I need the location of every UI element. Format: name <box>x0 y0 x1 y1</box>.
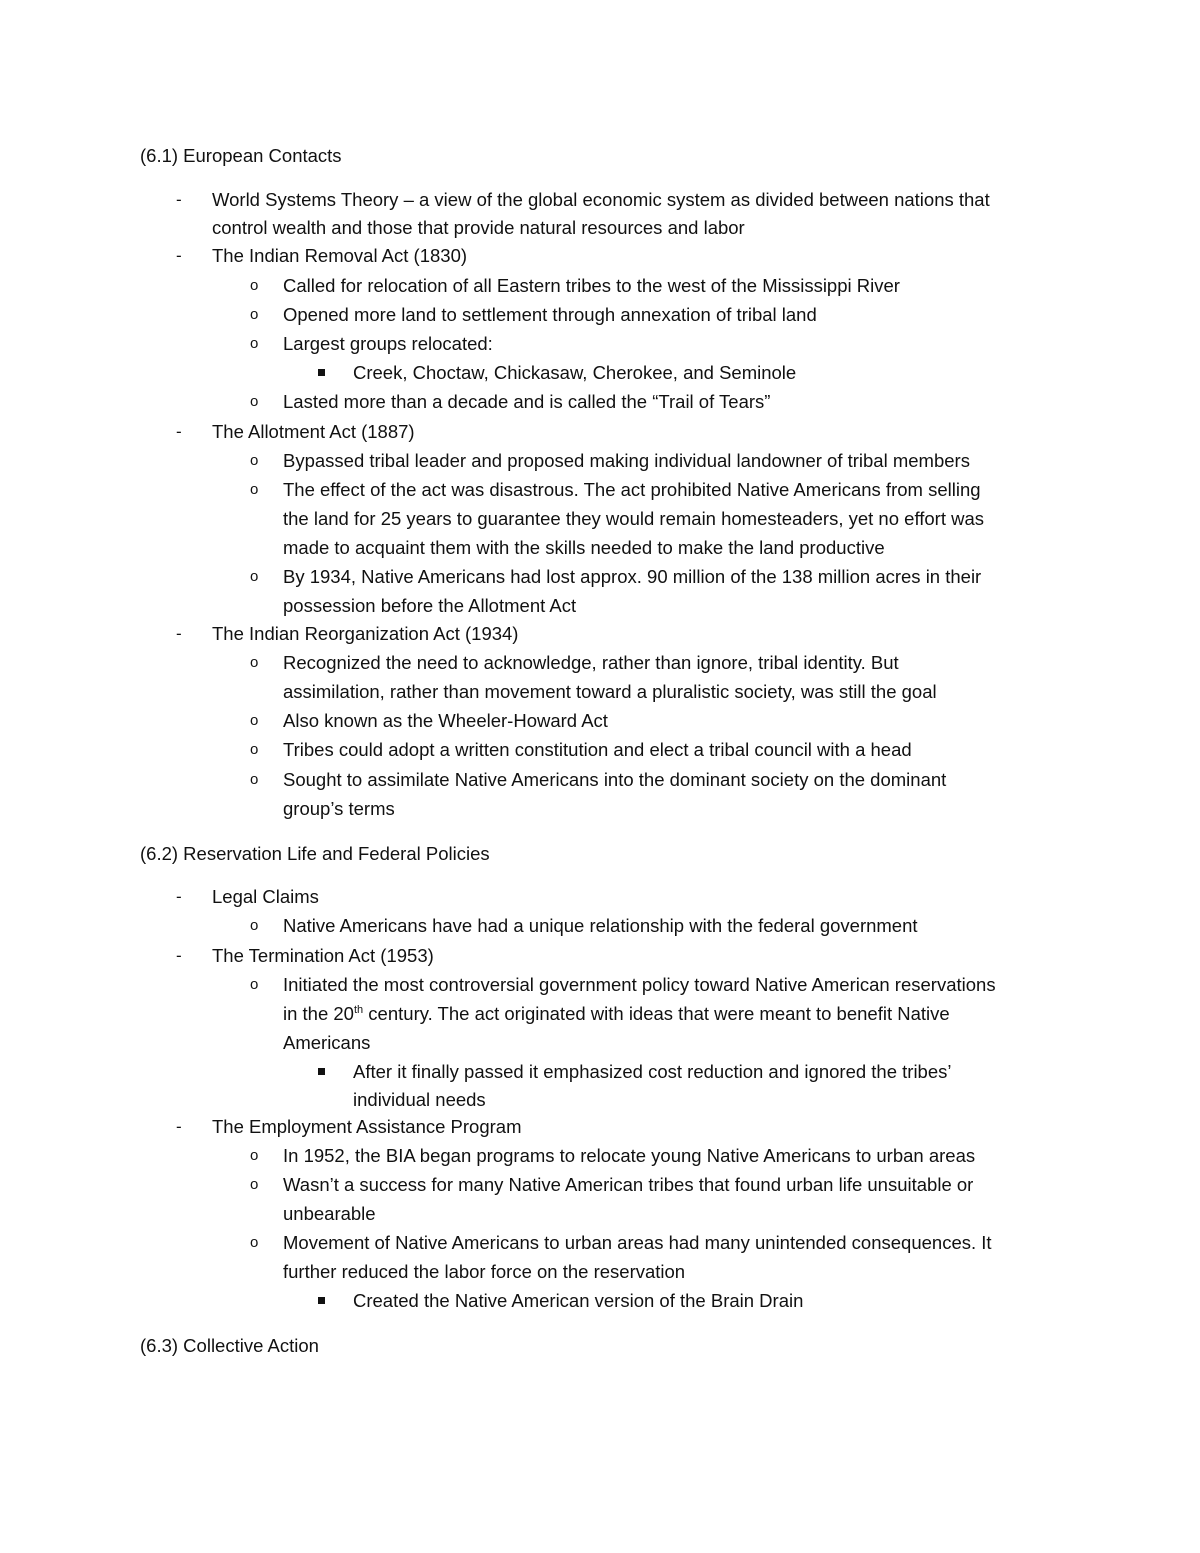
sub-list-item: Initiated the most controversial government policy toward Native American reservations <box>283 974 996 995</box>
dash-bullet: - <box>176 422 182 441</box>
sub-list-item: Wasn’t a success for many Native American tribes that found urban life unsuitable or <box>283 1174 974 1195</box>
sub-list-item: Largest groups relocated: <box>283 333 493 354</box>
sub-list-item-continued: the land for 25 years to guarantee they would remain homesteaders, yet no effort was <box>283 508 985 529</box>
circle-bullet: o <box>250 452 259 469</box>
circle-bullet: o <box>250 771 259 788</box>
circle-bullet: o <box>250 654 259 671</box>
section-heading: (6.3) Collective Action <box>140 1335 319 1356</box>
sub-list-item: Opened more land to settlement through annexation of tribal land <box>283 304 817 325</box>
sub-list-item-continued: assimilation, rather than movement toward a pluralistic society, was still the goal <box>283 681 937 702</box>
dash-bullet: - <box>176 1117 182 1136</box>
sub-sub-list-item-continued: individual needs <box>353 1089 486 1110</box>
sub-list-item: By 1934, Native Americans had lost approx. 90 million of the 138 million acres in their <box>283 566 982 587</box>
sub-sub-list-item: After it finally passed it emphasized cost reduction and ignored the tribes’ <box>353 1061 952 1082</box>
list-item: World Systems Theory – a view of the global economic system as divided between nations that <box>212 189 990 210</box>
dash-bullet: - <box>176 624 182 643</box>
sub-list-item: Native Americans have had a unique relationship with the federal government <box>283 915 918 936</box>
list-item: The Indian Removal Act (1830) <box>212 245 468 266</box>
list-item: The Indian Reorganization Act (1934) <box>212 623 519 644</box>
sub-list-item-continued <box>283 1002 950 1026</box>
circle-bullet: o <box>250 976 259 993</box>
sub-sub-list-item: Creek, Choctaw, Chickasaw, Cherokee, and Seminole <box>353 362 797 383</box>
sub-list-item-continued: possession before the Allotment Act <box>283 595 577 616</box>
circle-bullet: o <box>250 393 259 410</box>
section-heading: (6.1) European Contacts <box>140 145 342 166</box>
dash-bullet: - <box>176 887 182 906</box>
sub-sub-list-item: Created the Native American version of the Brain Drain <box>353 1290 804 1311</box>
circle-bullet: o <box>250 1147 259 1164</box>
section-heading: (6.2) Reservation Life and Federal Policies <box>140 843 490 864</box>
sub-list-item-continued: group’s terms <box>283 798 395 819</box>
circle-bullet: o <box>250 1176 259 1193</box>
sub-list-item: Tribes could adopt a written constitution and elect a tribal council with a head <box>283 739 912 760</box>
circle-bullet: o <box>250 917 259 934</box>
sub-list-item-continued: further reduced the labor force on the reservation <box>283 1261 686 1282</box>
circle-bullet: o <box>250 741 259 758</box>
circle-bullet: o <box>250 277 259 294</box>
sub-list-item: Also known as the Wheeler-Howard Act <box>283 710 608 731</box>
circle-bullet: o <box>250 1234 259 1251</box>
square-bullet <box>318 1297 325 1304</box>
sub-list-item: The effect of the act was disastrous. The act prohibited Native Americans from selling <box>283 479 981 500</box>
superscript: th <box>353 1003 364 1016</box>
sub-list-item: In 1952, the BIA began programs to relocate young Native Americans to urban areas <box>283 1145 976 1166</box>
sub-list-item-continued: unbearable <box>283 1203 376 1224</box>
list-item: The Termination Act (1953) <box>212 945 434 966</box>
sub-list-item-continued: made to acquaint them with the skills needed to make the land productive <box>283 537 885 558</box>
dash-bullet: - <box>176 946 182 965</box>
circle-bullet: o <box>250 335 259 352</box>
circle-bullet: o <box>250 712 259 729</box>
list-item: The Allotment Act (1887) <box>212 421 415 442</box>
circle-bullet: o <box>250 306 259 323</box>
sub-list-item: Movement of Native Americans to urban areas had many unintended consequences. It <box>283 1232 992 1253</box>
text-segment: in the 20 <box>283 1003 354 1024</box>
sub-list-item: Bypassed tribal leader and proposed making individual landowner of tribal members <box>283 450 970 471</box>
square-bullet <box>318 369 325 376</box>
list-item-continued: control wealth and those that provide natural resources and labor <box>212 217 745 238</box>
circle-bullet: o <box>250 481 259 498</box>
sub-list-item: Lasted more than a decade and is called the “Trail of Tears” <box>283 391 771 412</box>
dash-bullet: - <box>176 190 182 209</box>
sub-list-item: Called for relocation of all Eastern tribes to the west of the Mississippi River <box>283 275 900 296</box>
sub-list-item: Recognized the need to acknowledge, rather than ignore, tribal identity. But <box>283 652 899 673</box>
circle-bullet: o <box>250 568 259 585</box>
list-item: Legal Claims <box>212 886 319 907</box>
sub-list-item: Sought to assimilate Native Americans into the dominant society on the dominant <box>283 769 947 790</box>
dash-bullet: - <box>176 246 182 265</box>
list-item: The Employment Assistance Program <box>212 1116 522 1137</box>
sub-list-item-continued: Americans <box>283 1032 371 1053</box>
square-bullet <box>318 1068 325 1075</box>
text-segment: century. The act originated with ideas that were meant to benefit Native <box>363 1003 950 1024</box>
